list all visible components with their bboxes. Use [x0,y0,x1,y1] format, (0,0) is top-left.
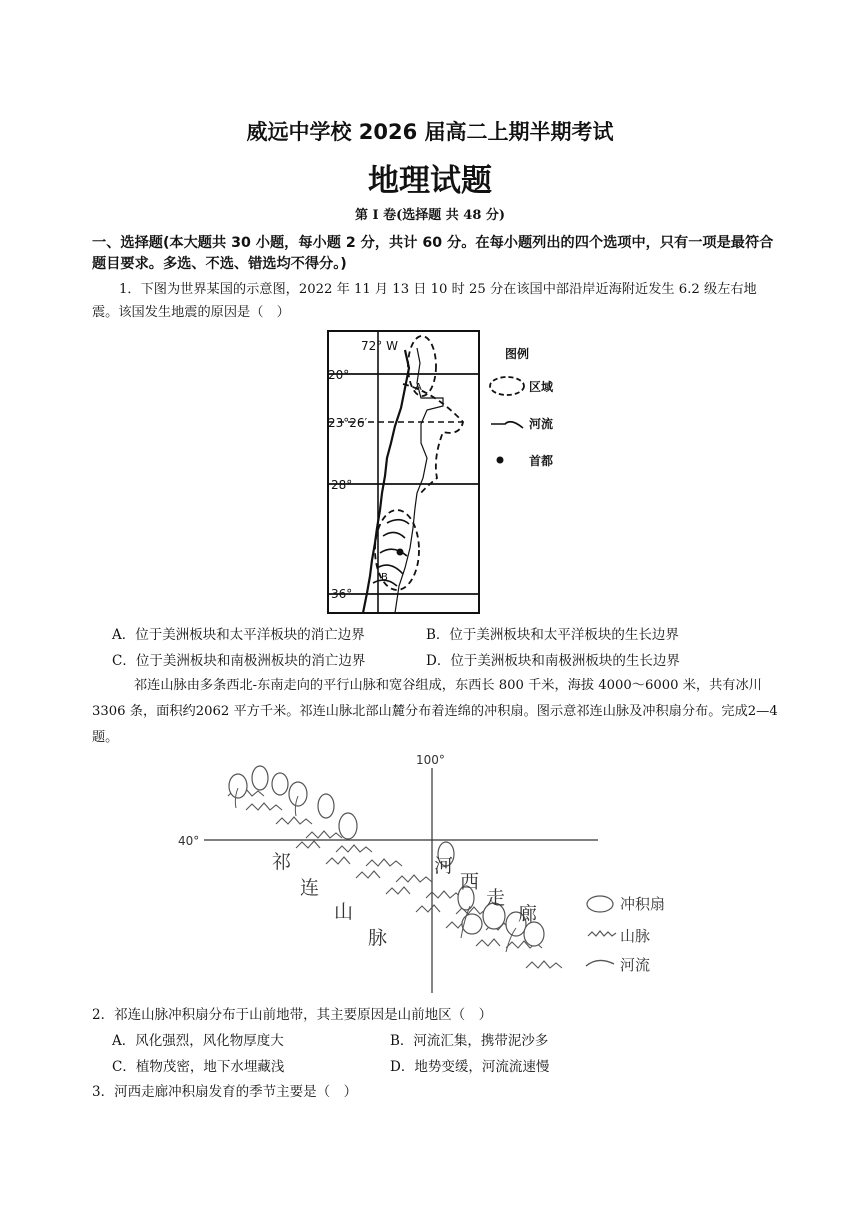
section-instructions: 一、选择题(本大题共 30 小题，每小题 2 分，共计 60 分。在每小题列出的四个选项中，只有一项是最符合题目要求。多选、不选、错选均不得分。) [92,235,774,272]
legend-capital-icon [497,457,504,464]
lon-label-100: 100° [416,753,445,767]
corridor-char-4: 廊 [518,903,538,925]
volume-title: 第 I 卷(选择题 共 48 分) [354,208,506,223]
point-label-b: B [381,572,388,583]
legend-river-icon [586,960,614,966]
question-1-stem: 1．下图为世界某国的示意图，2022 年 11 月 13 日 10 时 25 分在该国中部沿岸近海附近发生 6.2 级左右地震。该国发生地震的原因是（ ） [92,282,757,320]
country-map [325,328,565,616]
lat-label-2326: 23°26′ [328,416,368,430]
q1-option-d: D．位于美洲板块和南极洲板块的生长边界 [426,653,680,669]
legend-region-label: 区域 [529,380,554,394]
q2-option-d: D．地势变缓，河流流速慢 [390,1059,550,1075]
legend-fan-label: 冲积扇 [620,895,666,913]
question-2-stem: 2．祁连山脉冲积扇分布于山前地带，其主要原因是山前地区（ ） [92,1007,493,1023]
passage-text: 祁连山脉由多条西北-东南走向的平行山脉和宽谷组成，东西长 800 千米，海拔 4000～6000 米，共有冰川3306 条，面积约2062 平方千米。祁连山脉北部山麓分布着连绵的冲积扇。图示意祁连山脉及冲积扇分布。完成2—4 题。 [92,678,778,745]
question-3-stem: 3．河西走廊冲积扇发育的季节主要是（ ） [92,1084,358,1100]
q2-option-a: A．风化强烈，风化物厚度大 [112,1033,284,1049]
legend-fan-icon [587,896,613,912]
legend-mountain-label: 山脉 [620,927,651,945]
lat-label-28: 28° [331,478,353,492]
mountain-char-2: 连 [300,877,320,899]
q2-option-b: B．河流汇集，携带泥沙多 [390,1033,549,1049]
qilian-map [176,748,686,993]
mountain-char-4: 脉 [368,927,388,949]
lat-label-40: 40° [178,834,200,848]
legend-capital-label: 首都 [529,454,554,468]
corridor-char-2: 西 [460,871,480,893]
school-exam-title: 威远中学校 2026 届高二上期半期考试 [246,120,614,144]
q2-option-c: C．植物茂密，地下水埋藏浅 [112,1059,285,1075]
mountain-char-1: 祁 [272,851,292,873]
q1-option-b: B．位于美洲板块和太平洋板块的生长边界 [426,627,679,643]
corridor-char-1: 河 [434,855,454,877]
legend-region-icon [490,377,524,395]
legend-river-icon [491,422,523,428]
q1-option-c: C．位于美洲板块和南极洲板块的消亡边界 [112,653,366,669]
legend-mountain-icon [588,931,616,936]
lon-label: 72° W [361,339,398,353]
capital-dot [397,549,404,556]
legend-river-label: 河流 [620,956,651,974]
mountain-ridges [228,789,562,968]
lat-label-20: 20° [328,368,350,382]
subject-title: 地理试题 [368,163,492,199]
mountain-char-3: 山 [334,901,354,923]
point-label-a: A [415,382,422,393]
lat-label-36: 36° [331,587,353,601]
q1-option-a: A．位于美洲板块和太平洋板块的消亡边界 [112,627,365,643]
legend-title: 图例 [505,347,530,361]
corridor-char-3: 走 [486,887,506,909]
legend-river-label: 河流 [529,417,554,431]
